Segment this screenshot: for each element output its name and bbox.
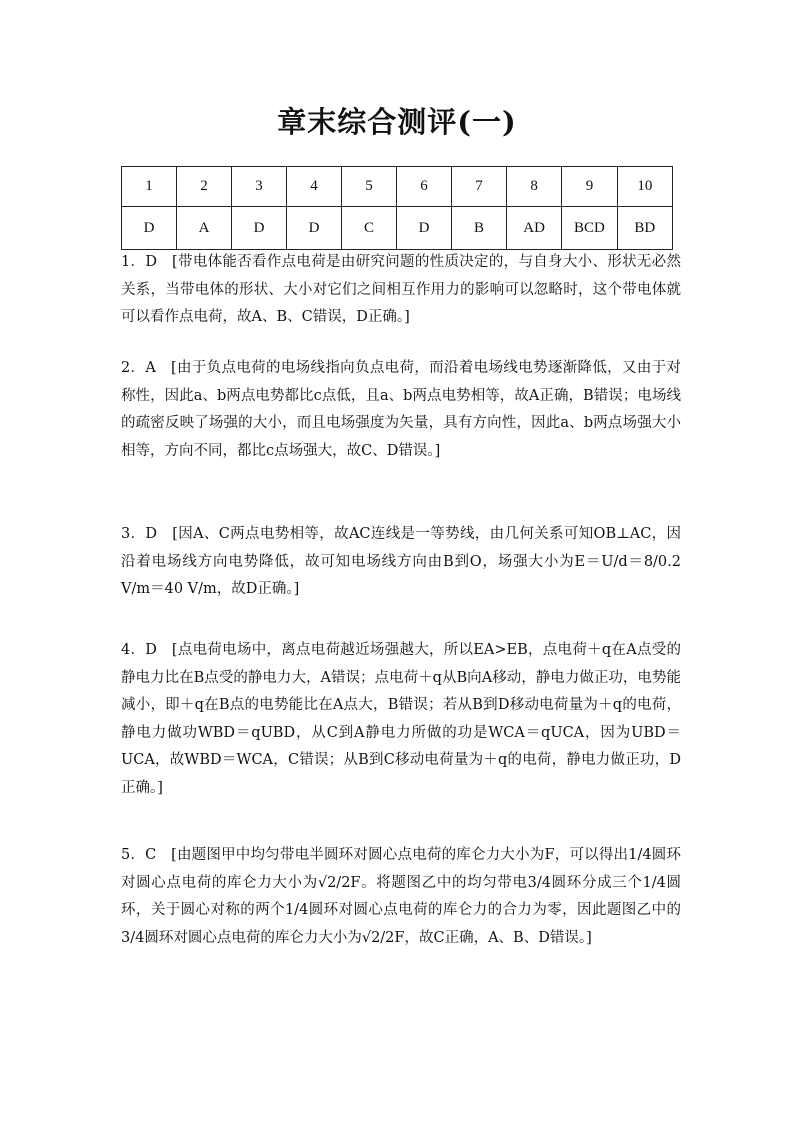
answer-cell: D	[232, 207, 287, 250]
question-number: 5	[342, 167, 397, 207]
question-number: 9	[562, 167, 617, 207]
question-number: 7	[451, 167, 506, 207]
solution-1: 1．D [带电体能否看作点电荷是由研究问题的性质决定的，与自身大小、形状无必然关系，当带电体的形状、大小对它们之间相互作用力的影响可以忽略时，这个带电体就可以看作点电荷，故A、B、C错误，D正确。]	[121, 254, 681, 325]
answer-cell: D	[287, 207, 342, 250]
answer-cell: A	[177, 207, 232, 250]
answer-cell: B	[451, 207, 506, 250]
solution-3: 3．D [因A、C两点电势相等，故AC连线是一等势线，由几何关系可知OB⊥AC，因沿着电场线方向电势降低，故可知电场线方向由B到O，场强大小为E＝U/d＝8/0.2 V/m＝40 V/m，故D正确。]	[121, 526, 681, 597]
page-title: 章末综合测评(一)	[277, 105, 517, 139]
solution-4: 4．D [点电荷电场中，离点电荷越近场强越大，所以EA>EB，点电荷＋q在A点受的静电力比在B点受的静电力大，A错误；点电荷＋q从B向A移动，静电力做正功，电势能减小，即＋q在B点的电势能比在A点大，B错误；若从B到D移动电荷量为＋q的电荷，静电力做功WBD＝qUBD，从C到A静电力所做的功是WCA＝qUCA，因为UBD＝UCA，故WBD＝WCA，C错误；从B到C移动电荷量为＋q的电荷，静电力做正功，D正确。]	[121, 642, 681, 796]
answer-cell: BD	[617, 207, 672, 250]
question-number-row	[122, 167, 673, 207]
solution-2: 2．A [由于负点电荷的电场线指向负点电荷，而沿着电场线电势逐渐降低，又由于对称性，因此a、b两点电势都比c点低，且a、b两点电势相等，故A正确，B错误；电场线的疏密反映了场强的大小，而且电场强度为矢量，具有方向性，因此a、b两点场强大小相等，方向不同，都比c点场强大，故C、D错误。]	[121, 360, 681, 459]
question-number: 1	[122, 167, 177, 207]
answer-row	[122, 207, 673, 250]
question-number: 3	[232, 167, 287, 207]
question-number: 2	[177, 167, 232, 207]
answer-cell: C	[342, 207, 397, 250]
question-number: 8	[506, 167, 561, 207]
question-number: 4	[287, 167, 342, 207]
question-number: 6	[396, 167, 451, 207]
answer-cell: D	[396, 207, 451, 250]
answer-cell: D	[122, 207, 177, 250]
answer-cell: AD	[506, 207, 561, 250]
solution-5: 5．C [由题图甲中均匀带电半圆环对圆心点电荷的库仑力大小为F，可以得出1/4圆环对圆心点电荷的库仑力大小为√2/2F。将题图乙中的均匀带电3/4圆环分成三个1/4圆环，关于圆心对称的两个1/4圆环对圆心点电荷的库仑力的合力为零，因此题图乙中的3/4圆环对圆心点电荷的库仑力大小为√2/2F，故C正确，A、B、D错误。]	[121, 847, 681, 946]
answer-table	[121, 166, 673, 250]
question-number: 10	[617, 167, 672, 207]
answer-cell: BCD	[562, 207, 617, 250]
